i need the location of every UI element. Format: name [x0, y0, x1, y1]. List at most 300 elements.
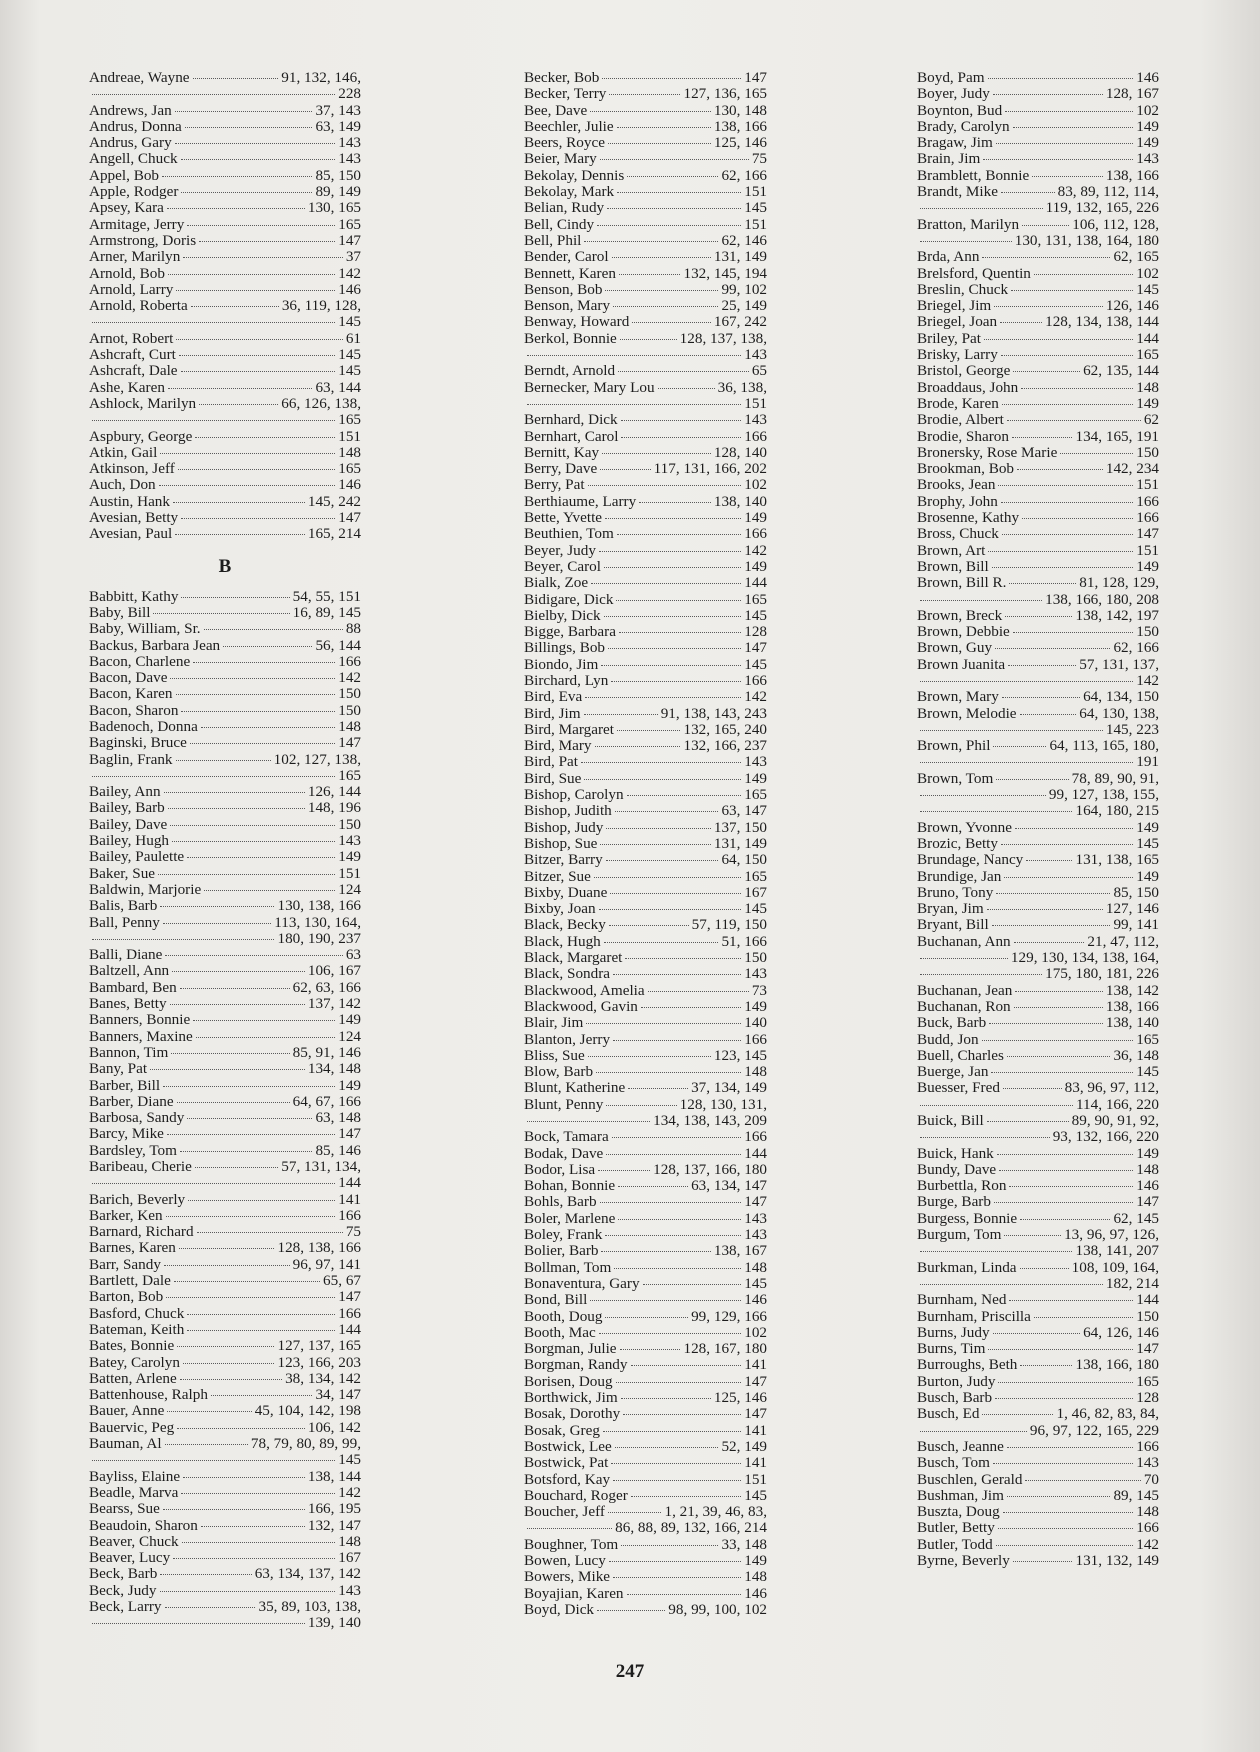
entry-page-numbers: 64, 67, 166	[292, 1092, 361, 1110]
entry-name: Banners, Maxine	[89, 1027, 193, 1045]
dot-leader	[181, 159, 336, 160]
index-entry-line	[917, 1309, 1159, 1325]
entry-name: Boyd, Dick	[524, 1600, 595, 1618]
entry-page-numbers: 128, 167	[1105, 85, 1159, 103]
dot-leader	[648, 991, 749, 992]
index-entry-line	[89, 70, 361, 86]
entry-page-numbers: 143	[338, 134, 361, 152]
index-entry-line	[524, 706, 767, 722]
index-entry-line	[89, 1583, 361, 1599]
entry-page-numbers: 89, 149	[315, 183, 361, 201]
entry-name: Blackwood, Amelia	[524, 981, 645, 999]
index-entry	[89, 1061, 361, 1077]
entry-name: Bambard, Ben	[89, 978, 177, 996]
index-entry-line	[917, 689, 1159, 705]
index-entry-line	[524, 901, 767, 917]
dot-leader	[613, 1040, 741, 1041]
entry-page-numbers: 148	[1136, 1160, 1159, 1178]
entry-page-numbers: 166	[744, 525, 767, 543]
entry-name: Benson, Mary	[524, 297, 611, 315]
index-entry-line	[89, 249, 361, 265]
entry-page-numbers: 132, 147	[307, 1516, 361, 1534]
dot-leader	[611, 1463, 741, 1464]
entry-name: Bacon, Charlene	[89, 652, 191, 670]
dot-leader	[618, 1219, 741, 1220]
index-entry	[89, 1403, 361, 1419]
entry-page-numbers: 102	[744, 1323, 767, 1341]
entry-page-numbers: 85, 150	[315, 166, 361, 184]
dot-leader	[168, 274, 335, 275]
entry-name: Brown, Guy	[917, 639, 993, 657]
index-entry	[89, 396, 361, 429]
index-entry-line	[89, 703, 361, 719]
index-entry	[524, 1504, 767, 1537]
entry-page-numbers: 99, 141	[1113, 916, 1159, 934]
dot-leader	[177, 1346, 274, 1347]
entry-page-numbers: 166	[338, 652, 361, 670]
entry-page-numbers: 149	[744, 509, 767, 527]
index-entry	[917, 70, 1159, 86]
index-entry-line	[524, 168, 767, 184]
entry-name: Brozic, Betty	[917, 834, 998, 852]
dot-leader	[180, 1151, 312, 1152]
index-entry-continuation	[524, 347, 767, 363]
index-entry-line	[917, 1162, 1159, 1178]
dot-leader	[1013, 632, 1133, 633]
entry-page-numbers: 144	[1136, 1291, 1159, 1309]
dot-leader	[920, 730, 1103, 731]
entry-page-numbers: 142	[1136, 671, 1159, 689]
entry-page-numbers: 102	[1136, 101, 1159, 119]
dot-leader	[994, 306, 1103, 307]
entry-page-numbers: 165	[744, 786, 767, 804]
index-entry	[917, 135, 1159, 151]
index-entry-line	[89, 1192, 361, 1208]
dot-leader	[643, 1284, 742, 1285]
entry-page-numbers: 62, 166	[721, 166, 767, 184]
entry-page-numbers: 142	[744, 541, 767, 559]
index-entry-line	[524, 559, 767, 575]
dot-leader	[181, 192, 312, 193]
index-entry	[524, 1569, 767, 1585]
index-entry-line	[524, 233, 767, 249]
entry-name: Bauman, Al	[89, 1435, 162, 1453]
index-entry	[524, 917, 767, 933]
entry-page-numbers: 150	[338, 701, 361, 719]
entry-name: Benson, Bob	[524, 280, 603, 298]
entry-name: Brady, Carolyn	[917, 117, 1010, 135]
entry-name: Buick, Hank	[917, 1144, 994, 1162]
entry-page-numbers: 85, 150	[1113, 883, 1159, 901]
entry-page-numbers: 151	[744, 183, 767, 201]
section-letter-heading: B	[218, 555, 232, 577]
entry-page-numbers: 143	[338, 1581, 361, 1599]
dot-leader	[1032, 176, 1103, 177]
index-entry-line	[89, 1078, 361, 1094]
dot-leader	[613, 1577, 741, 1578]
entry-name: Bishop, Sue	[524, 834, 598, 852]
dot-leader	[181, 518, 335, 519]
index-entry	[89, 800, 361, 816]
index-entry-line	[89, 494, 361, 510]
dot-leader	[181, 1493, 335, 1494]
entry-page-numbers: 144	[1136, 329, 1159, 347]
entry-page-numbers: 138, 166	[1105, 166, 1159, 184]
dot-leader	[176, 290, 335, 291]
entry-page-numbers: 75	[751, 150, 767, 168]
entry-page-numbers: 149	[1136, 557, 1159, 575]
dot-leader	[1060, 453, 1133, 454]
index-entry-line	[524, 543, 767, 559]
index-entry-line	[917, 1015, 1159, 1031]
entry-name: Borisen, Doug	[524, 1372, 613, 1390]
dot-leader	[165, 1444, 248, 1445]
index-entry	[917, 901, 1159, 917]
index-entry-line	[917, 852, 1159, 868]
dot-leader	[163, 1086, 335, 1087]
dot-leader	[597, 1610, 665, 1611]
index-entry-line	[917, 901, 1159, 917]
dot-leader	[1020, 1219, 1110, 1220]
index-entry	[89, 898, 361, 914]
entry-name: Bixby, Joan	[524, 900, 596, 918]
index-entry-line	[524, 510, 767, 526]
dot-leader	[92, 776, 335, 777]
entry-page-numbers: 137, 150	[713, 818, 767, 836]
dot-leader	[193, 78, 279, 79]
entry-page-numbers: 143	[744, 411, 767, 429]
entry-name: Buesser, Fred	[917, 1079, 1000, 1097]
entry-name: Brodie, Sharon	[917, 427, 1009, 445]
dot-leader	[628, 1088, 688, 1089]
entry-name: Brown, Breck	[917, 606, 1003, 624]
index-entry	[524, 559, 767, 575]
entry-name: Boler, Marlene	[524, 1209, 616, 1227]
dot-leader	[920, 795, 1046, 796]
index-entry-continuation	[524, 396, 767, 412]
index-entry	[917, 1455, 1159, 1471]
index-entry	[89, 1257, 361, 1273]
index-entry-line	[524, 200, 767, 216]
entry-page-numbers: 51, 166	[721, 932, 767, 950]
index-entry-line	[917, 1292, 1159, 1308]
index-entry	[89, 654, 361, 670]
dot-leader	[183, 257, 342, 258]
dot-leader	[172, 971, 305, 972]
dot-leader	[160, 906, 274, 907]
entry-page-numbers: 36, 148	[1113, 1046, 1159, 1064]
entry-name: Burkman, Linda	[917, 1258, 1017, 1276]
index-entry	[917, 151, 1159, 167]
entry-name: Briegel, Jim	[917, 297, 992, 315]
index-entry-line	[89, 638, 361, 654]
index-entry-line	[917, 412, 1159, 428]
dot-leader	[1007, 1056, 1111, 1057]
entry-page-numbers: 150	[1136, 443, 1159, 461]
entry-name: Burns, Judy	[917, 1323, 990, 1341]
entry-page-numbers: 166	[1136, 492, 1159, 510]
entry-page-numbers: 148	[744, 1258, 767, 1276]
dot-leader	[1004, 877, 1133, 878]
index-entry-line	[89, 752, 361, 768]
index-entry-line	[524, 836, 767, 852]
entry-name: Battenhouse, Ralph	[89, 1386, 208, 1404]
index-entry-line	[917, 184, 1159, 200]
entry-page-numbers: 36, 119, 128,	[281, 297, 361, 315]
dot-leader	[527, 1528, 612, 1529]
entry-name: Beck, Judy	[89, 1581, 157, 1599]
index-entry-line	[89, 1387, 361, 1403]
index-entry	[89, 510, 361, 526]
dot-leader	[92, 939, 274, 940]
entry-page-numbers: 148	[338, 717, 361, 735]
entry-page-numbers: 1, 46, 82, 83, 84,	[1056, 1405, 1159, 1423]
dot-leader	[1015, 828, 1133, 829]
index-entry	[917, 477, 1159, 493]
index-entry	[524, 1243, 767, 1259]
dot-leader	[1008, 665, 1076, 666]
index-entry	[917, 363, 1159, 379]
index-entry-line	[524, 1553, 767, 1569]
dot-leader	[989, 1023, 1103, 1024]
entry-name: Arnot, Robert	[89, 329, 174, 347]
index-entry-line	[917, 298, 1159, 314]
index-entry	[524, 151, 767, 167]
entry-page-numbers: 144	[744, 1144, 767, 1162]
dot-leader	[160, 1574, 251, 1575]
index-entry	[917, 706, 1159, 739]
entry-page-numbers: 130, 165	[307, 199, 361, 217]
entry-page-numbers: 150	[744, 949, 767, 967]
entry-page-numbers: 134, 165, 191	[1075, 427, 1159, 445]
index-entry-line	[917, 1488, 1159, 1504]
index-entry	[89, 719, 361, 735]
entry-name: Bielby, Dick	[524, 606, 601, 624]
entry-name: Blow, Barb	[524, 1063, 594, 1081]
dot-leader	[621, 420, 742, 421]
index-entry	[89, 494, 361, 510]
dot-leader	[171, 1053, 289, 1054]
dot-leader	[187, 1118, 312, 1119]
index-entry-continuation	[917, 1243, 1159, 1259]
index-entry-line	[524, 592, 767, 608]
index-entry-line	[917, 396, 1159, 412]
index-entry	[917, 689, 1159, 705]
index-entry-line	[89, 1061, 361, 1077]
dot-leader	[993, 1463, 1133, 1464]
index-entry-line	[524, 314, 767, 330]
index-entry	[524, 608, 767, 624]
index-entry-line	[524, 1325, 767, 1341]
dot-leader	[193, 1020, 335, 1021]
entry-page-numbers: 151	[744, 1470, 767, 1488]
entry-page-numbers: 35, 89, 103, 138,	[258, 1598, 361, 1616]
entry-page-numbers: 166	[744, 1128, 767, 1146]
index-entry-line	[524, 477, 767, 493]
dot-leader	[600, 159, 749, 160]
dot-leader	[199, 241, 335, 242]
entry-name: Brodie, Albert	[917, 411, 1004, 429]
entry-name: Brown, Phil	[917, 737, 991, 755]
index-entry-line	[89, 1094, 361, 1110]
entry-page-numbers: 144	[338, 1320, 361, 1338]
index-entry	[917, 494, 1159, 510]
dot-leader	[606, 1154, 741, 1155]
index-entry	[89, 621, 361, 637]
index-entry	[89, 1583, 361, 1599]
entry-name: Beuthien, Tom	[524, 525, 614, 543]
index-entry	[917, 608, 1159, 624]
entry-page-numbers: 166	[744, 427, 767, 445]
dot-leader	[1002, 534, 1133, 535]
index-entry	[89, 380, 361, 396]
index-entry	[917, 1390, 1159, 1406]
index-entry-continuation	[917, 966, 1159, 982]
index-entry-line	[524, 1488, 767, 1504]
index-entry	[89, 703, 361, 719]
index-entry	[917, 217, 1159, 250]
entry-page-numbers: 63, 147	[721, 802, 767, 820]
index-entry	[524, 820, 767, 836]
index-entry-line	[89, 882, 361, 898]
entry-page-numbers: 166	[744, 1030, 767, 1048]
dot-leader	[982, 1414, 1053, 1415]
index-entry	[89, 1518, 361, 1534]
index-column-2	[524, 70, 767, 1618]
index-entry-continuation	[917, 592, 1159, 608]
index-entry-line	[89, 151, 361, 167]
index-entry	[89, 1143, 361, 1159]
index-entry-line	[524, 119, 767, 135]
index-entry-line	[524, 575, 767, 591]
index-entry	[524, 1178, 767, 1194]
entry-name: Busch, Tom	[917, 1454, 990, 1472]
entry-name: Belian, Rudy	[524, 199, 605, 217]
index-entry-line	[89, 233, 361, 249]
dot-leader	[988, 78, 1134, 79]
entry-name: Boley, Frank	[524, 1226, 603, 1244]
entry-page-numbers: 149	[744, 557, 767, 575]
entry-page-numbers: 145	[338, 1451, 361, 1469]
dot-leader	[920, 811, 1072, 812]
dot-leader	[588, 485, 742, 486]
entry-page-numbers: 70	[1143, 1470, 1159, 1488]
index-entry-line	[917, 217, 1159, 233]
entry-page-numbers: 99, 127, 138, 155,	[1048, 786, 1159, 804]
entry-name: Barnes, Karen	[89, 1239, 176, 1257]
index-entry-line	[89, 363, 361, 379]
index-entry	[917, 657, 1159, 690]
index-entry	[917, 298, 1159, 314]
entry-name: Balli, Diane	[89, 946, 163, 964]
entry-page-numbers: 98, 99, 100, 102	[668, 1600, 767, 1618]
dot-leader	[641, 1007, 741, 1008]
entry-page-numbers: 138, 140	[1105, 1014, 1159, 1032]
dot-leader	[623, 1414, 741, 1415]
index-entry-line	[524, 673, 767, 689]
index-entry-line	[917, 103, 1159, 119]
entry-page-numbers: 139, 140	[307, 1614, 361, 1632]
dot-leader	[604, 616, 742, 617]
dot-leader	[1000, 322, 1042, 323]
index-entry	[89, 1501, 361, 1517]
index-entry	[89, 996, 361, 1012]
dot-leader	[181, 371, 336, 372]
index-entry-line	[524, 1178, 767, 1194]
index-entry	[524, 1015, 767, 1031]
entry-name: Bearss, Sue	[89, 1500, 160, 1518]
entry-page-numbers: 62, 165	[1113, 248, 1159, 266]
index-entry	[89, 168, 361, 184]
index-entry-line	[89, 817, 361, 833]
index-entry	[917, 412, 1159, 428]
entry-name: Barnard, Richard	[89, 1223, 194, 1241]
dot-leader	[175, 111, 313, 112]
entry-page-numbers: 130, 131, 138, 164, 180	[1014, 231, 1159, 249]
entry-page-numbers: 146	[1136, 1177, 1159, 1195]
index-entry-line	[524, 249, 767, 265]
entry-name: Bird, Pat	[524, 753, 579, 771]
entry-name: Buerge, Jan	[917, 1063, 989, 1081]
index-entry-line	[89, 1420, 361, 1436]
index-entry-line	[89, 1534, 361, 1550]
dot-leader	[621, 1398, 711, 1399]
dot-leader	[92, 1183, 335, 1184]
entry-name: Blackwood, Gavin	[524, 997, 638, 1015]
dot-leader	[187, 1314, 335, 1315]
index-entry-line	[89, 1289, 361, 1305]
entry-name: Bee, Dave	[524, 101, 588, 119]
index-entry	[917, 640, 1159, 656]
index-entry	[524, 803, 767, 819]
index-entry-line	[89, 1550, 361, 1566]
dot-leader	[1025, 1480, 1140, 1481]
index-entry	[524, 1357, 767, 1373]
index-entry-line	[524, 380, 767, 396]
index-entry	[524, 1227, 767, 1243]
index-entry	[524, 1537, 767, 1553]
dot-leader	[204, 629, 343, 630]
entry-name: Babbitt, Kathy	[89, 587, 179, 605]
index-entry	[89, 1029, 361, 1045]
index-entry-line	[524, 689, 767, 705]
entry-page-numbers: 134, 148	[307, 1060, 361, 1078]
index-entry-line	[89, 282, 361, 298]
entry-page-numbers: 99, 129, 166	[691, 1307, 767, 1325]
index-entry	[917, 282, 1159, 298]
entry-name: Burgum, Tom	[917, 1226, 1002, 1244]
index-entry-continuation	[917, 673, 1159, 689]
entry-name: Bishop, Carolyn	[524, 786, 624, 804]
index-entry-line	[524, 363, 767, 379]
entry-page-numbers: 144	[338, 1174, 361, 1192]
entry-page-numbers: 102	[1136, 264, 1159, 282]
entry-name: Bolier, Barb	[524, 1242, 599, 1260]
index-entry	[917, 999, 1159, 1015]
entry-name: Brda, Ann	[917, 248, 980, 266]
entry-name: Avesian, Paul	[89, 525, 173, 543]
entry-name: Bernhart, Carol	[524, 427, 619, 445]
entry-name: Biondo, Jim	[524, 655, 599, 673]
index-entry	[524, 1325, 767, 1341]
dot-leader	[631, 1496, 741, 1497]
index-entry-continuation	[917, 787, 1159, 803]
entry-page-numbers: 143	[744, 1209, 767, 1227]
index-entry-line	[89, 1143, 361, 1159]
index-entry-line	[89, 947, 361, 963]
entry-name: Bernitt, Kay	[524, 443, 600, 461]
index-entry	[89, 882, 361, 898]
